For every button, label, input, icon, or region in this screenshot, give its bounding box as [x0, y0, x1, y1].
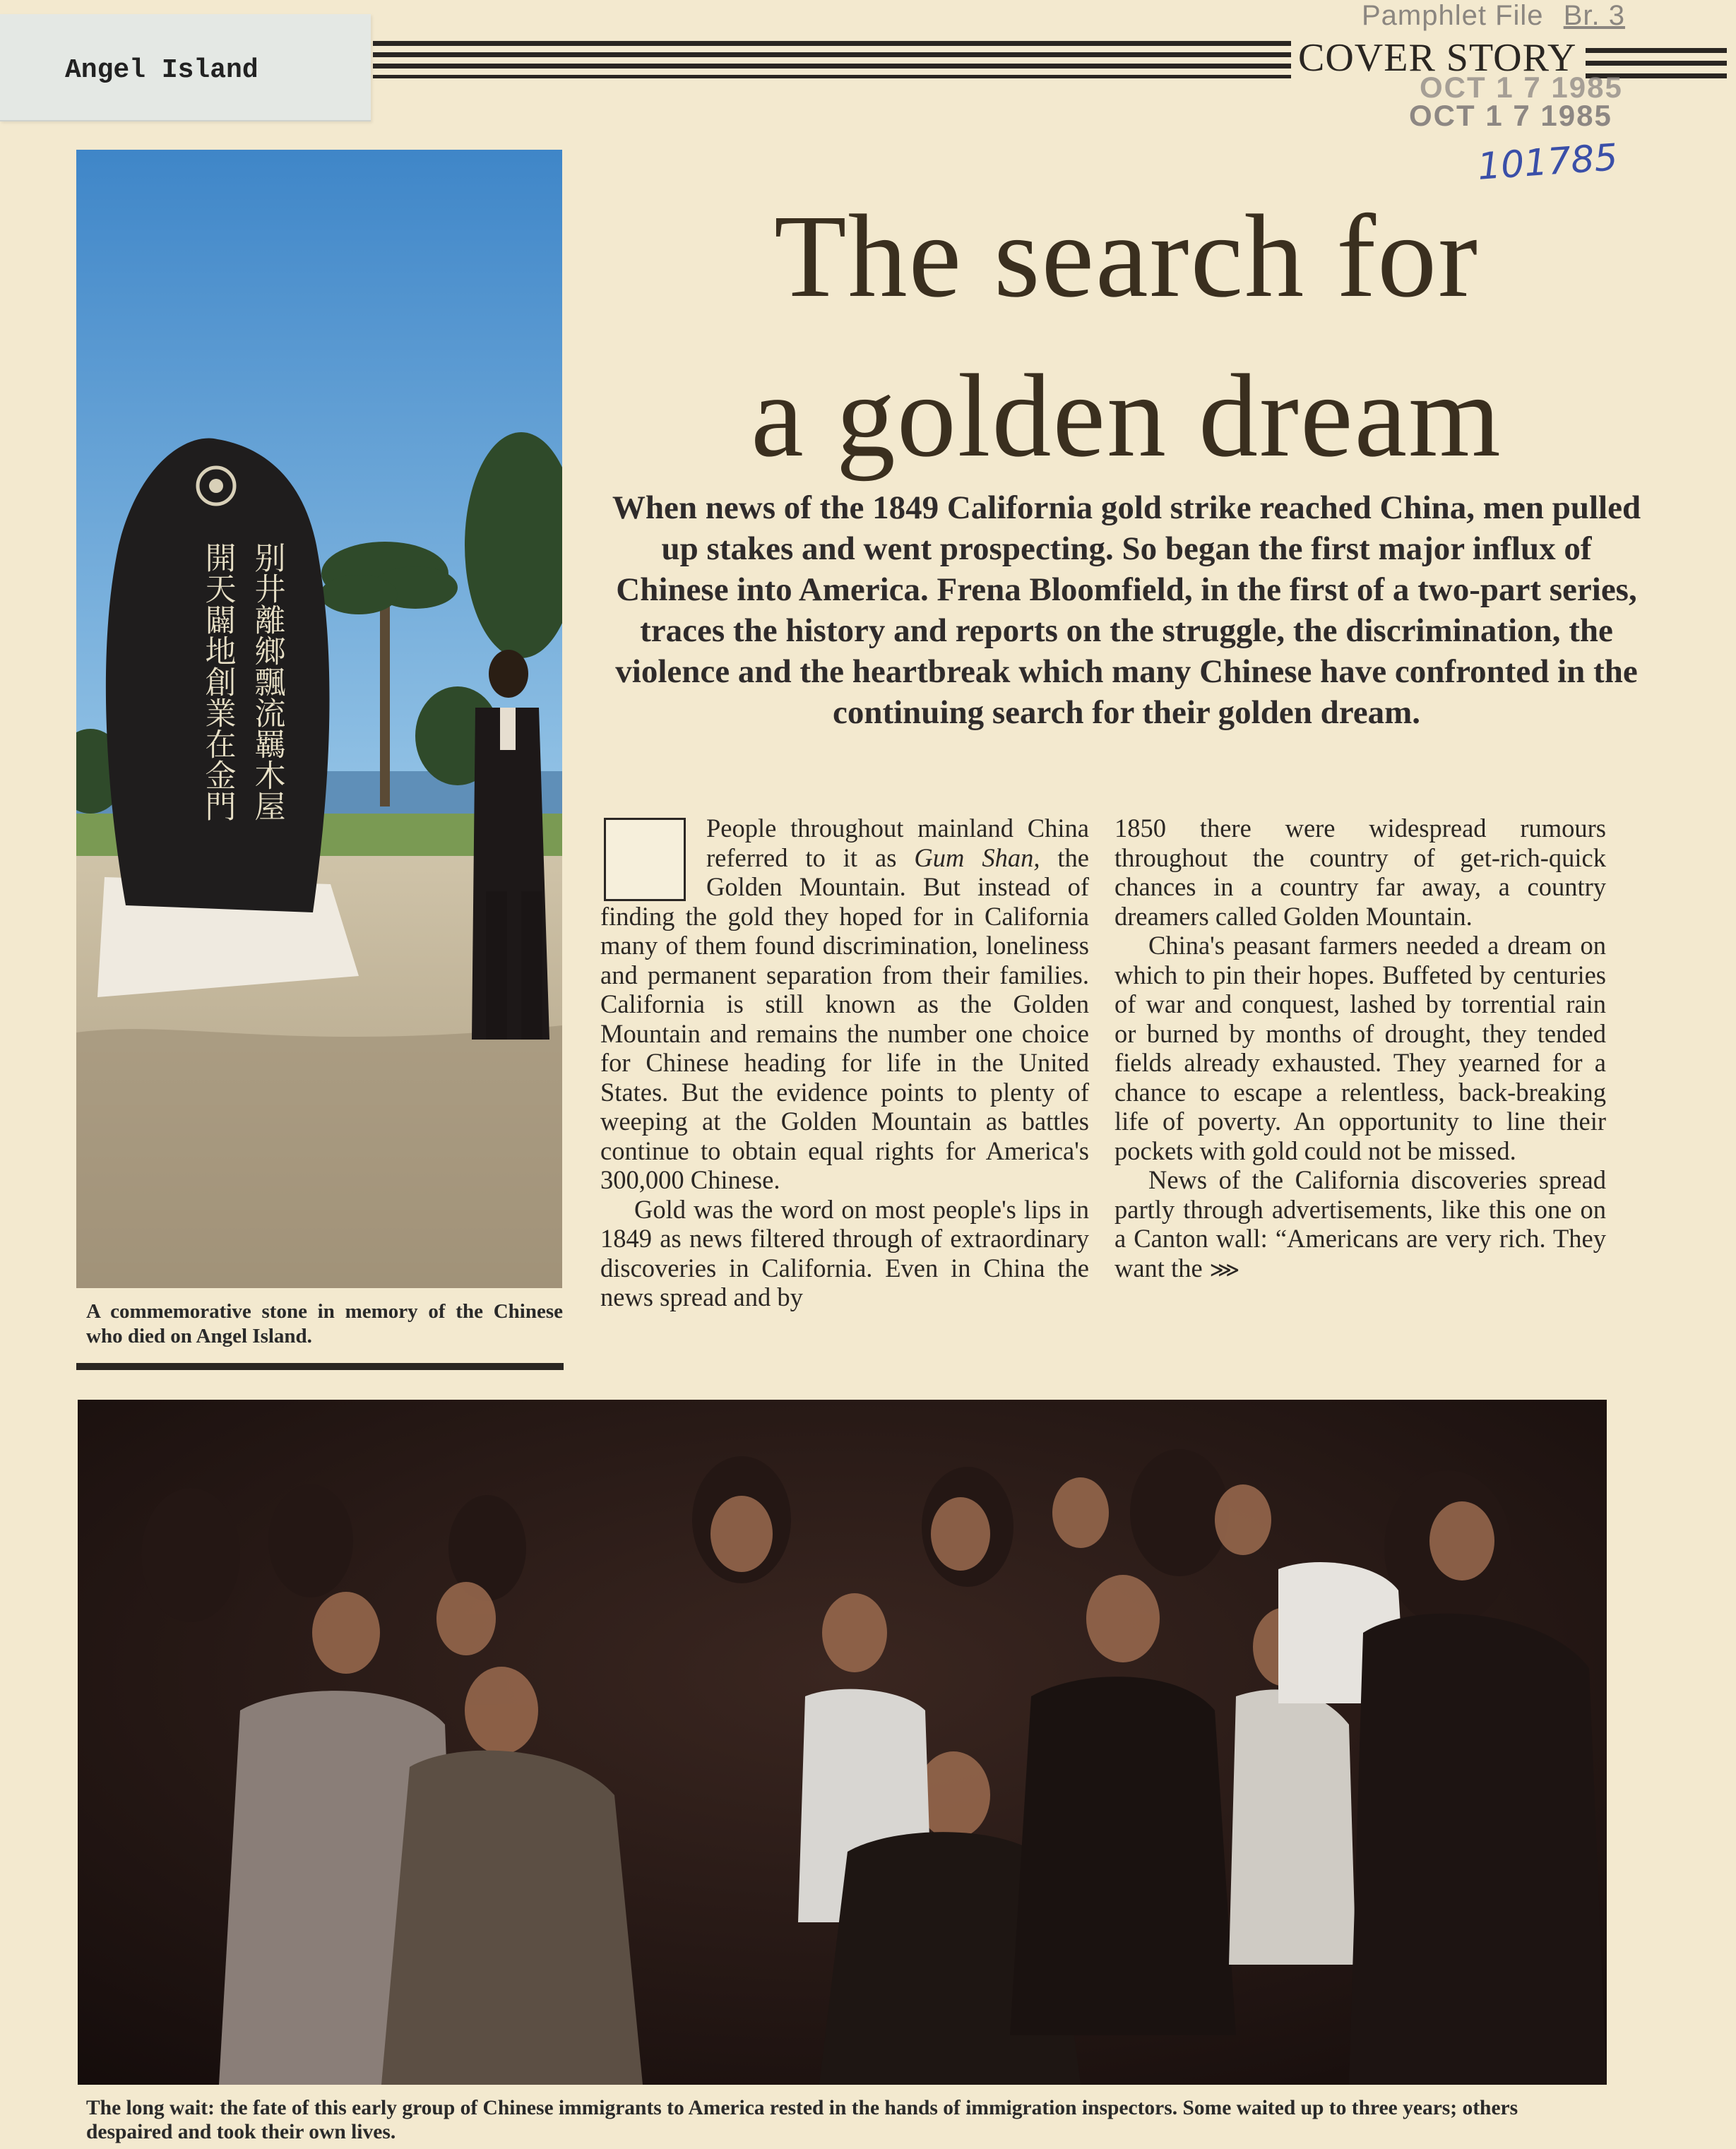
col1-p1-text-a: People throughout mainland China referred to it as	[706, 814, 1089, 872]
immigrant-group-illustration	[78, 1400, 1607, 2085]
header-rule-4	[373, 75, 1291, 78]
header-rule-1	[373, 41, 1291, 46]
col2-p3-text: News of the California discoveries spread partly through advertisements, like this one on a Canton wall: “Americans are very rich. They want the	[1114, 1165, 1606, 1282]
col2-paragraph-2: China's peasant farmers needed a dream on which to pin their hopes. Buffeted by centuries of war and conquest, lashed by torrential rain or burned by months of drought, they tended fields already exhausted. They yearned for a chance to escape a relentless, back-breaking life of poverty. An opportunity to line their pockets with gold could not be missed.	[1114, 931, 1606, 1165]
col1-p1-italic: Gum Shan,	[914, 843, 1040, 872]
bottom-photo-caption: The long wait: the fate of this early group of Chinese immigrants to America rested in the hands of immigration inspectors. Some waited up to three years; others despaired and took their own lives.	[86, 2097, 1518, 2143]
col1-p1-text-b: the Golden Mountain. But instead of finding the gold they hoped for in California many of them found discrimination, loneliness and permanent separation from their families. California is still known as the Golden Mountain and remains the number one choice for Chinese heading for life in the United States. But the evidence points to plenty of weeping at the Golden Mountain as battles continue to obtain equal rights for America's 300,000 Chinese.	[600, 843, 1090, 1194]
pamphlet-stamp-suffix: Br. 3	[1563, 0, 1625, 31]
headline-line-2: a golden dream	[751, 350, 1502, 482]
commemorative-stone-illustration	[76, 150, 562, 1288]
archive-label	[0, 14, 371, 121]
commemorative-stone-photo	[76, 150, 562, 1288]
header-rule-3	[373, 64, 1291, 69]
col2-paragraph-3	[1114, 1165, 1606, 1285]
pamphlet-file-stamp	[1362, 0, 1625, 32]
body-column-2	[1114, 814, 1606, 1285]
pamphlet-stamp-text: Pamphlet File	[1362, 0, 1544, 31]
section-label: COVER STORY	[1298, 36, 1577, 80]
handwritten-accession-number: 101785	[1476, 136, 1619, 189]
headline	[607, 177, 1646, 496]
header-rule-2	[373, 52, 1291, 57]
col2-paragraph-1: 1850 there were widespread rumours throughout the country of get-rich-quick chances in a country far away, a country dreamers called Golden Mountain.	[1114, 814, 1606, 931]
body-column-1	[600, 814, 1089, 1312]
stone-inscription-right: 别井離鄉飄流羈木屋	[249, 542, 285, 821]
immigrant-group-photo	[78, 1400, 1607, 2085]
header-rule-right-2	[1586, 61, 1727, 66]
archive-label-text: Angel Island	[65, 55, 258, 85]
date-stamp-1: OCT 1 7 1985	[1420, 71, 1623, 104]
date-stamp-2: OCT 1 7 1985	[1409, 99, 1612, 132]
headline-line-1: The search for	[773, 191, 1480, 322]
stone-inscription-left: 開天闢地創業在金門	[199, 542, 236, 821]
left-caption-rule	[76, 1363, 564, 1370]
header-rule-right-1	[1586, 48, 1727, 53]
left-photo-caption: A commemorative stone in memory of the Chinese who died on Angel Island.	[86, 1300, 563, 1347]
standfirst: When news of the 1849 California gold strike reached China, men pulled up stakes and went prospecting. So began the first major influx of Chinese into America. Frena Bloomfield, in the first of a two-part series, traces the history and reports on the struggle, the discrimination, the violence and the heartbreak which many Chinese have confronted in the continuing search for their golden dream.	[612, 489, 1641, 731]
col1-paragraph-2: Gold was the word on most people's lips in 1849 as news filtered through of extraordinary discoveries in California. Even in China the news spread and by	[600, 1194, 1089, 1311]
continue-arrow-icon: ⋙	[1209, 1257, 1240, 1282]
